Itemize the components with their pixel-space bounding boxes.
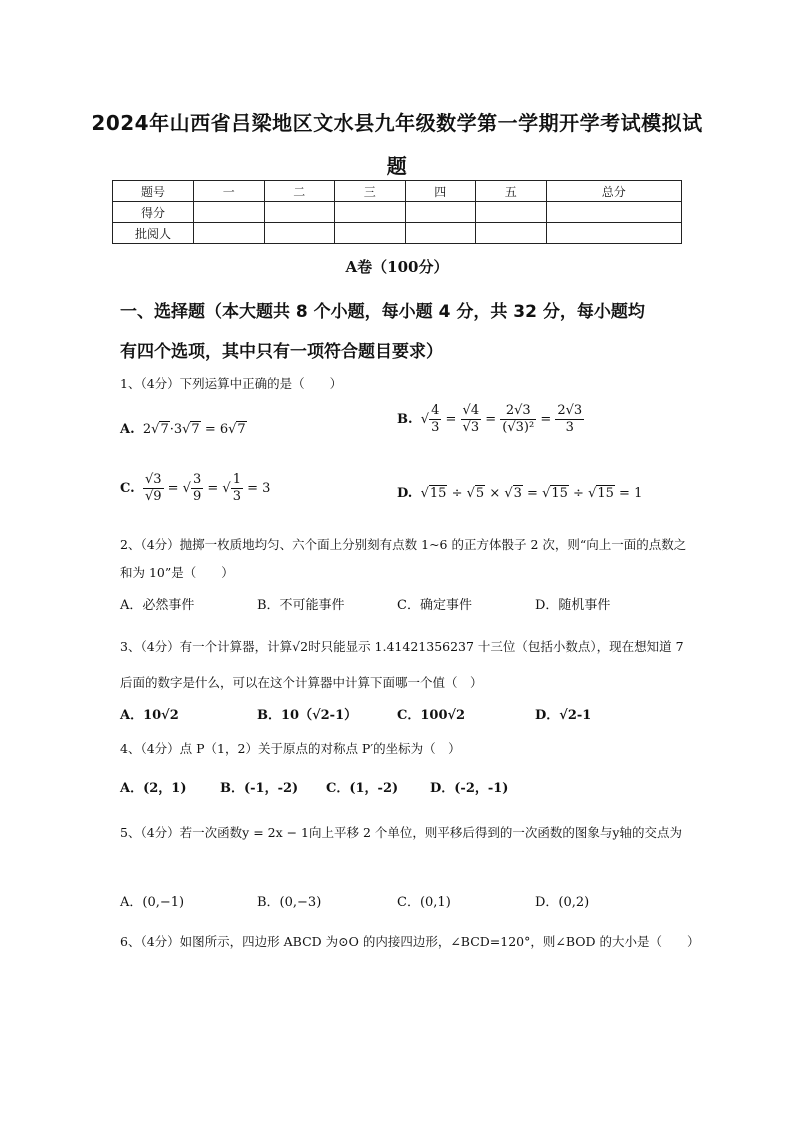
q3-option-d: D．√2-1	[535, 708, 592, 723]
q2-option-c: C．确定事件	[397, 598, 472, 613]
q1-option-c-label: C.	[120, 481, 135, 496]
q5-option-c: C．(0,1)	[397, 895, 451, 910]
score-cell	[194, 223, 265, 244]
score-row-label: 批阅人	[113, 223, 194, 244]
score-cell	[194, 202, 265, 223]
score-cell	[335, 202, 406, 223]
question-4-stem: 4、（4分）点 P（1，2）关于原点的对称点 P′的坐标为（ ）	[120, 741, 461, 756]
q3-option-a: A．10√2	[120, 708, 179, 723]
question-6-stem: 6、（4分）如图所示，四边形 ABCD 为⊙O 的内接四边形，∠BCD=120°，则∠BOD 的大小是（ ）	[120, 934, 700, 949]
score-cell	[405, 223, 476, 244]
score-row-label: 得分	[113, 202, 194, 223]
section-a-heading: A卷（100分）	[345, 258, 449, 276]
q1-option-a-formula: 2√7·3√7 = 6√7	[138, 422, 246, 437]
score-cell	[264, 202, 335, 223]
section-one-heading-line1: 一、选择题（本大题共 8 个小题，每小题 4 分，共 32 分，每小题均	[120, 302, 645, 322]
exam-title-line2: 题	[386, 154, 408, 178]
q1-option-b-formula: √ $\frac{4}{3}$ = $\frac{√4}{√3}$ = $\frac{2√3}{\text{(√3)²}}$ = $\frac{2√3}{3}$	[416, 403, 583, 435]
question-2-stem: 2、（4分）抛掷一枚质地均匀、六个面上分别刻有点数 1~6 的正方体骰子 2 次，则“向上一面的点数之和为 10”是（ ）	[120, 537, 687, 580]
q1-option-c	[120, 472, 270, 505]
q4-option-a: A．(2，1)	[120, 781, 187, 796]
score-cell	[335, 223, 406, 244]
score-header-cell: 四	[405, 181, 476, 202]
q3-option-b: B．10（√2-1）	[257, 708, 358, 723]
score-cell	[264, 223, 335, 244]
q5-option-b: B．(0,−3)	[257, 895, 322, 910]
q5-option-a: A．(0,−1)	[120, 895, 185, 910]
q1-option-b	[397, 403, 584, 436]
score-cell	[546, 223, 682, 244]
score-cell	[476, 202, 547, 223]
question-1-stem: 1、（4分）下列运算中正确的是（ ）	[120, 376, 343, 391]
q1-option-b-label: B.	[397, 412, 413, 427]
score-header-cell: 三	[335, 181, 406, 202]
q4-option-c: C．(1，-2)	[326, 781, 399, 796]
score-cell	[546, 202, 682, 223]
score-header-cell: 五	[476, 181, 547, 202]
q1-option-c-formula: $\frac{√3}{√9}$ = √ $\frac{3}{9}$ = √ $\frac{1}{3}$ = 3	[144, 472, 271, 504]
score-cell	[476, 223, 547, 244]
question-3-stem: 3、（4分）有一个计算器，计算√2时只能显示 1.41421356237 十三位（包括小数点），现在想知道 7 后面的数字是什么，可以在这个计算器中计算下面哪一个值（ ）	[120, 639, 684, 690]
q1-option-d	[397, 486, 642, 501]
q4-option-b: B．(-1，-2)	[220, 781, 299, 796]
q1-option-d-label: D.	[397, 486, 413, 501]
q2-option-d: D．随机事件	[535, 598, 611, 613]
q5-option-d: D．(0,2)	[535, 895, 590, 910]
score-table-header-row	[113, 181, 682, 202]
score-header-cell: 二	[264, 181, 335, 202]
q1-option-a-label: A.	[120, 422, 135, 437]
section-one-heading-line2: 有四个选项，其中只有一项符合题目要求）	[120, 342, 443, 362]
score-table	[112, 180, 682, 244]
score-cell	[405, 202, 476, 223]
score-table-row	[113, 202, 682, 223]
question-5-stem: 5、（4分）若一次函数y = 2x − 1向上平移 2 个单位，则平移后得到的一次函数的图象与y轴的交点为	[120, 825, 682, 840]
exam-title-line1: 2024年山西省吕梁地区文水县九年级数学第一学期开学考试模拟试	[91, 111, 703, 135]
score-header-cell: 一	[194, 181, 265, 202]
q4-option-d: D．(-2，-1)	[430, 781, 509, 796]
q3-option-c: C．100√2	[397, 708, 466, 723]
q2-option-a: A．必然事件	[120, 598, 195, 613]
score-table-row	[113, 223, 682, 244]
q1-option-d-formula: √15 ÷ √5 × √3 = √15 ÷ √15 = 1	[416, 486, 643, 501]
q1-option-a	[120, 422, 247, 437]
score-header-cell: 总分	[546, 181, 682, 202]
q2-option-b: B．不可能事件	[257, 598, 345, 613]
score-header-cell: 题号	[113, 181, 194, 202]
